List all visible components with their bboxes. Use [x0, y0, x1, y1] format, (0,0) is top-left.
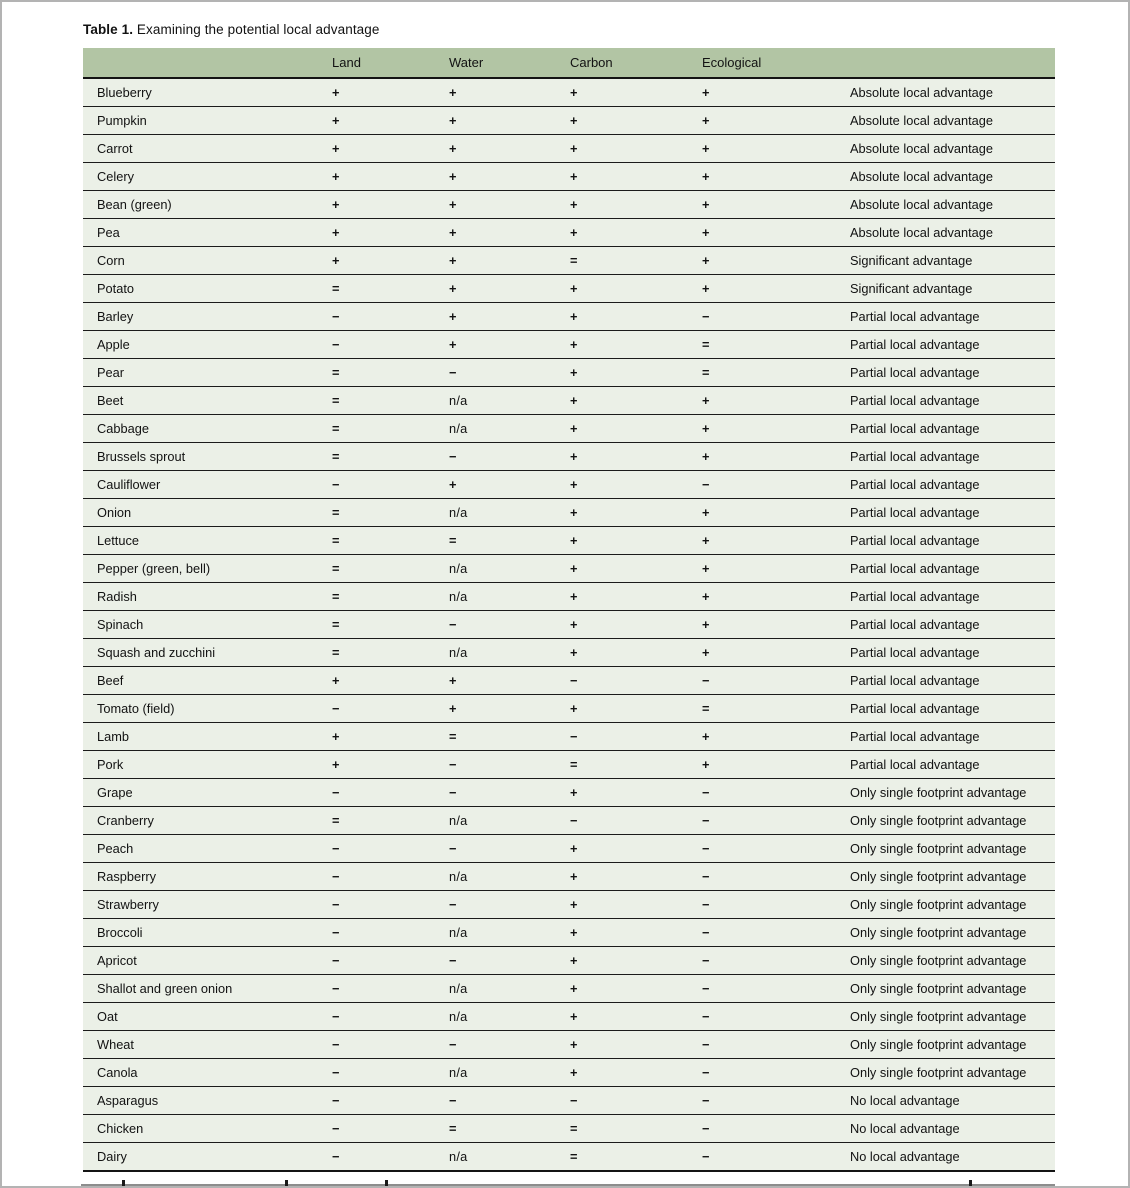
advantage-label: Only single footprint advantage: [850, 897, 1027, 912]
table-row: [83, 1087, 1055, 1115]
land-value: −: [332, 477, 340, 492]
water-value: −: [449, 365, 457, 380]
food-name: Raspberry: [97, 869, 157, 884]
food-name: Asparagus: [97, 1093, 159, 1108]
ecological-value: −: [702, 785, 710, 800]
carbon-value: +: [570, 701, 578, 716]
carbon-value: +: [570, 141, 578, 156]
land-value: =: [332, 813, 340, 828]
carbon-value: +: [570, 953, 578, 968]
table-row: [83, 639, 1055, 667]
carbon-value: −: [570, 729, 578, 744]
clipped-text-smear: [81, 1184, 1055, 1186]
water-value: +: [449, 337, 457, 352]
water-value: +: [449, 141, 457, 156]
ecological-value: +: [702, 617, 710, 632]
carbon-value: =: [570, 757, 578, 772]
advantage-label: No local advantage: [850, 1093, 960, 1108]
food-name: Beef: [97, 673, 124, 688]
ecological-value: −: [702, 953, 710, 968]
water-value: n/a: [449, 925, 468, 940]
water-value: +: [449, 281, 457, 296]
food-name: Barley: [97, 309, 134, 324]
advantage-label: Partial local advantage: [850, 617, 980, 632]
table-row: [83, 331, 1055, 359]
land-value: =: [332, 365, 340, 380]
carbon-value: +: [570, 925, 578, 940]
table-row: [83, 247, 1055, 275]
carbon-value: +: [570, 645, 578, 660]
table-row: [83, 1059, 1055, 1087]
water-value: n/a: [449, 1065, 468, 1080]
table-row: [83, 779, 1055, 807]
carbon-value: +: [570, 113, 578, 128]
food-name: Lamb: [97, 729, 130, 744]
water-value: n/a: [449, 1149, 468, 1164]
ecological-value: +: [702, 561, 710, 576]
water-value: −: [449, 449, 457, 464]
advantage-label: Partial local advantage: [850, 561, 980, 576]
food-name: Carrot: [97, 141, 133, 156]
carbon-value: +: [570, 1065, 578, 1080]
land-value: −: [332, 925, 340, 940]
land-value: =: [332, 645, 340, 660]
carbon-value: −: [570, 1093, 578, 1108]
water-value: +: [449, 197, 457, 212]
table-row: [83, 947, 1055, 975]
food-name: Apricot: [97, 953, 137, 968]
food-name: Squash and zucchini: [97, 645, 216, 660]
food-name: Shallot and green onion: [97, 981, 233, 996]
carbon-value: +: [570, 841, 578, 856]
water-value: n/a: [449, 561, 468, 576]
land-value: =: [332, 449, 340, 464]
table-row: [83, 107, 1055, 135]
food-name: Spinach: [97, 617, 144, 632]
food-name: Chicken: [97, 1121, 144, 1136]
advantage-label: Only single footprint advantage: [850, 1037, 1027, 1052]
table-row: [83, 667, 1055, 695]
carbon-value: +: [570, 449, 578, 464]
carbon-value: −: [570, 813, 578, 828]
carbon-value: =: [570, 1121, 578, 1136]
land-value: −: [332, 953, 340, 968]
carbon-value: +: [570, 365, 578, 380]
food-name: Lettuce: [97, 533, 139, 548]
ecological-value: +: [702, 505, 710, 520]
table-row: [83, 695, 1055, 723]
land-value: +: [332, 253, 340, 268]
land-value: −: [332, 1121, 340, 1136]
ecological-value: +: [702, 169, 710, 184]
water-value: +: [449, 113, 457, 128]
table-row: [83, 135, 1055, 163]
advantage-label: Partial local advantage: [850, 505, 980, 520]
water-value: n/a: [449, 869, 468, 884]
ecological-value: −: [702, 981, 710, 996]
water-value: n/a: [449, 813, 468, 828]
land-value: −: [332, 309, 340, 324]
ecological-value: +: [702, 645, 710, 660]
water-value: +: [449, 477, 457, 492]
advantage-label: Only single footprint advantage: [850, 953, 1027, 968]
carbon-value: +: [570, 169, 578, 184]
carbon-value: +: [570, 393, 578, 408]
table-row: [83, 835, 1055, 863]
header-land: Land: [332, 55, 361, 70]
ecological-value: +: [702, 757, 710, 772]
water-value: +: [449, 309, 457, 324]
ecological-value: +: [702, 533, 710, 548]
advantage-label: Partial local advantage: [850, 673, 980, 688]
carbon-value: +: [570, 1037, 578, 1052]
water-value: +: [449, 673, 457, 688]
food-name: Blueberry: [97, 85, 152, 100]
water-value: −: [449, 1093, 457, 1108]
ecological-value: −: [702, 869, 710, 884]
clipped-text-mark: [285, 1180, 288, 1186]
ecological-value: =: [702, 701, 710, 716]
water-value: =: [449, 1121, 457, 1136]
carbon-value: +: [570, 561, 578, 576]
water-value: n/a: [449, 505, 468, 520]
ecological-value: +: [702, 393, 710, 408]
carbon-value: +: [570, 589, 578, 604]
ecological-value: −: [702, 1065, 710, 1080]
advantage-label: Absolute local advantage: [850, 197, 994, 212]
table-row: [83, 919, 1055, 947]
ecological-value: +: [702, 85, 710, 100]
land-value: −: [332, 1065, 340, 1080]
table-caption: [83, 22, 380, 37]
advantage-label: Absolute local advantage: [850, 85, 994, 100]
water-value: −: [449, 897, 457, 912]
table-row: [83, 79, 1055, 107]
food-name: Peach: [97, 841, 134, 856]
food-name: Pea: [97, 225, 120, 240]
food-name: Oat: [97, 1009, 118, 1024]
table-row: [83, 163, 1055, 191]
table-body: [83, 79, 1055, 1172]
table-row: [83, 611, 1055, 639]
food-name: Apple: [97, 337, 130, 352]
water-value: −: [449, 617, 457, 632]
carbon-value: +: [570, 897, 578, 912]
land-value: −: [332, 1009, 340, 1024]
water-value: +: [449, 169, 457, 184]
water-value: +: [449, 701, 457, 716]
carbon-value: +: [570, 477, 578, 492]
advantage-label: Only single footprint advantage: [850, 1065, 1027, 1080]
advantage-label: Absolute local advantage: [850, 113, 994, 128]
carbon-value: +: [570, 309, 578, 324]
ecological-value: +: [702, 197, 710, 212]
carbon-value: −: [570, 673, 578, 688]
advantage-label: Only single footprint advantage: [850, 1009, 1027, 1024]
table-row: [83, 443, 1055, 471]
food-name: Broccoli: [97, 925, 143, 940]
advantage-label: Partial local advantage: [850, 393, 980, 408]
carbon-value: +: [570, 1009, 578, 1024]
advantage-label: Partial local advantage: [850, 309, 980, 324]
advantage-label: Only single footprint advantage: [850, 813, 1027, 828]
water-value: −: [449, 757, 457, 772]
food-name: Strawberry: [97, 897, 159, 912]
water-value: =: [449, 533, 457, 548]
ecological-value: −: [702, 813, 710, 828]
land-value: −: [332, 785, 340, 800]
land-value: +: [332, 729, 340, 744]
ecological-value: +: [702, 141, 710, 156]
table-row: [83, 527, 1055, 555]
land-value: =: [332, 281, 340, 296]
ecological-value: −: [702, 1009, 710, 1024]
ecological-value: −: [702, 1093, 710, 1108]
food-name: Wheat: [97, 1037, 134, 1052]
carbon-value: +: [570, 281, 578, 296]
food-name: Tomato (field): [97, 701, 175, 716]
land-value: =: [332, 505, 340, 520]
food-name: Pear: [97, 365, 125, 380]
land-value: +: [332, 85, 340, 100]
carbon-value: +: [570, 421, 578, 436]
advantage-label: Only single footprint advantage: [850, 785, 1027, 800]
ecological-value: +: [702, 449, 710, 464]
land-value: =: [332, 589, 340, 604]
food-name: Pepper (green, bell): [97, 561, 211, 576]
water-value: =: [449, 729, 457, 744]
carbon-value: +: [570, 533, 578, 548]
land-value: −: [332, 337, 340, 352]
carbon-value: +: [570, 337, 578, 352]
ecological-value: −: [702, 673, 710, 688]
water-value: n/a: [449, 421, 468, 436]
table-row: [83, 975, 1055, 1003]
food-name: Pork: [97, 757, 124, 772]
advantage-label: Partial local advantage: [850, 645, 980, 660]
advantage-label: Partial local advantage: [850, 421, 980, 436]
advantage-label: Only single footprint advantage: [850, 925, 1027, 940]
carbon-value: +: [570, 505, 578, 520]
carbon-value: +: [570, 617, 578, 632]
clipped-text-mark: [122, 1180, 125, 1186]
table-row: [83, 555, 1055, 583]
table-row: [83, 751, 1055, 779]
table-row: [83, 387, 1055, 415]
advantage-label: Only single footprint advantage: [850, 869, 1027, 884]
food-name: Potato: [97, 281, 134, 296]
food-name: Pumpkin: [97, 113, 147, 128]
carbon-value: +: [570, 785, 578, 800]
land-value: −: [332, 1037, 340, 1052]
food-name: Beet: [97, 393, 124, 408]
table-row: [83, 191, 1055, 219]
water-value: +: [449, 225, 457, 240]
ecological-value: +: [702, 421, 710, 436]
food-name: Celery: [97, 169, 134, 184]
advantage-label: Partial local advantage: [850, 757, 980, 772]
ecological-value: +: [702, 113, 710, 128]
water-value: n/a: [449, 589, 468, 604]
land-value: +: [332, 673, 340, 688]
advantage-label: Partial local advantage: [850, 729, 980, 744]
table-row: [83, 1031, 1055, 1059]
food-name: Bean (green): [97, 197, 172, 212]
ecological-value: −: [702, 1149, 710, 1164]
advantage-label: Partial local advantage: [850, 449, 980, 464]
table-row: [83, 1115, 1055, 1143]
land-value: −: [332, 869, 340, 884]
table-row: [83, 471, 1055, 499]
ecological-value: −: [702, 1037, 710, 1052]
land-value: =: [332, 421, 340, 436]
ecological-value: −: [702, 841, 710, 856]
water-value: n/a: [449, 981, 468, 996]
advantage-label: Partial local advantage: [850, 701, 980, 716]
advantage-label: Partial local advantage: [850, 477, 980, 492]
water-value: −: [449, 785, 457, 800]
land-value: −: [332, 981, 340, 996]
food-name: Onion: [97, 505, 132, 520]
table-row: [83, 723, 1055, 751]
water-value: −: [449, 1037, 457, 1052]
land-value: −: [332, 1093, 340, 1108]
food-name: Brussels sprout: [97, 449, 186, 464]
land-value: +: [332, 197, 340, 212]
advantage-label: Absolute local advantage: [850, 141, 994, 156]
advantage-label: Partial local advantage: [850, 337, 980, 352]
land-value: −: [332, 841, 340, 856]
table-row: [83, 583, 1055, 611]
advantage-label: Only single footprint advantage: [850, 981, 1027, 996]
clipped-footnote-fragment: [81, 1180, 1055, 1186]
table-caption-label: Table 1.: [83, 22, 134, 37]
food-name: Grape: [97, 785, 133, 800]
table-row: [83, 415, 1055, 443]
water-value: +: [449, 85, 457, 100]
table-row: [83, 1143, 1055, 1172]
carbon-value: +: [570, 981, 578, 996]
table-row: [83, 359, 1055, 387]
water-value: −: [449, 953, 457, 968]
local-advantage-table: [83, 48, 1055, 1172]
carbon-value: +: [570, 197, 578, 212]
land-value: +: [332, 113, 340, 128]
food-name: Radish: [97, 589, 137, 604]
table-caption-text: Examining the potential local advantage: [133, 22, 380, 37]
food-name: Cranberry: [97, 813, 154, 828]
ecological-value: −: [702, 477, 710, 492]
header-water: Water: [449, 55, 484, 70]
table-row: [83, 863, 1055, 891]
water-value: −: [449, 841, 457, 856]
land-value: −: [332, 897, 340, 912]
table-header-row: [83, 48, 1055, 79]
table-row: [83, 499, 1055, 527]
water-value: n/a: [449, 1009, 468, 1024]
ecological-value: −: [702, 897, 710, 912]
land-value: =: [332, 561, 340, 576]
advantage-label: Absolute local advantage: [850, 169, 994, 184]
table-row: [83, 303, 1055, 331]
food-name: Cauliflower: [97, 477, 161, 492]
ecological-value: +: [702, 253, 710, 268]
advantage-label: Partial local advantage: [850, 533, 980, 548]
land-value: +: [332, 757, 340, 772]
advantage-label: Absolute local advantage: [850, 225, 994, 240]
clipped-text-mark: [969, 1180, 972, 1186]
ecological-value: −: [702, 309, 710, 324]
ecological-value: +: [702, 589, 710, 604]
land-value: =: [332, 393, 340, 408]
advantage-label: Partial local advantage: [850, 365, 980, 380]
table-row: [83, 219, 1055, 247]
food-name: Cabbage: [97, 421, 149, 436]
carbon-value: =: [570, 1149, 578, 1164]
header-carbon: Carbon: [570, 55, 613, 70]
advantage-label: Only single footprint advantage: [850, 841, 1027, 856]
advantage-label: Significant advantage: [850, 253, 973, 268]
advantage-label: Partial local advantage: [850, 589, 980, 604]
water-value: +: [449, 253, 457, 268]
ecological-value: =: [702, 337, 710, 352]
advantage-label: Significant advantage: [850, 281, 973, 296]
ecological-value: +: [702, 729, 710, 744]
carbon-value: +: [570, 225, 578, 240]
advantage-label: No local advantage: [850, 1149, 960, 1164]
water-value: n/a: [449, 645, 468, 660]
carbon-value: +: [570, 869, 578, 884]
food-name: Canola: [97, 1065, 138, 1080]
ecological-value: +: [702, 281, 710, 296]
land-value: +: [332, 169, 340, 184]
ecological-value: =: [702, 365, 710, 380]
table-row: [83, 891, 1055, 919]
water-value: n/a: [449, 393, 468, 408]
table-row: [83, 807, 1055, 835]
ecological-value: +: [702, 225, 710, 240]
land-value: +: [332, 225, 340, 240]
table-row: [83, 1003, 1055, 1031]
carbon-value: =: [570, 253, 578, 268]
food-name: Corn: [97, 253, 125, 268]
land-value: =: [332, 533, 340, 548]
land-value: −: [332, 1149, 340, 1164]
land-value: +: [332, 141, 340, 156]
advantage-label: No local advantage: [850, 1121, 960, 1136]
clipped-text-mark: [385, 1180, 388, 1186]
carbon-value: +: [570, 85, 578, 100]
header-ecological: Ecological: [702, 55, 762, 70]
food-name: Dairy: [97, 1149, 127, 1164]
land-value: =: [332, 617, 340, 632]
ecological-value: −: [702, 1121, 710, 1136]
table-row: [83, 275, 1055, 303]
ecological-value: −: [702, 925, 710, 940]
land-value: −: [332, 701, 340, 716]
